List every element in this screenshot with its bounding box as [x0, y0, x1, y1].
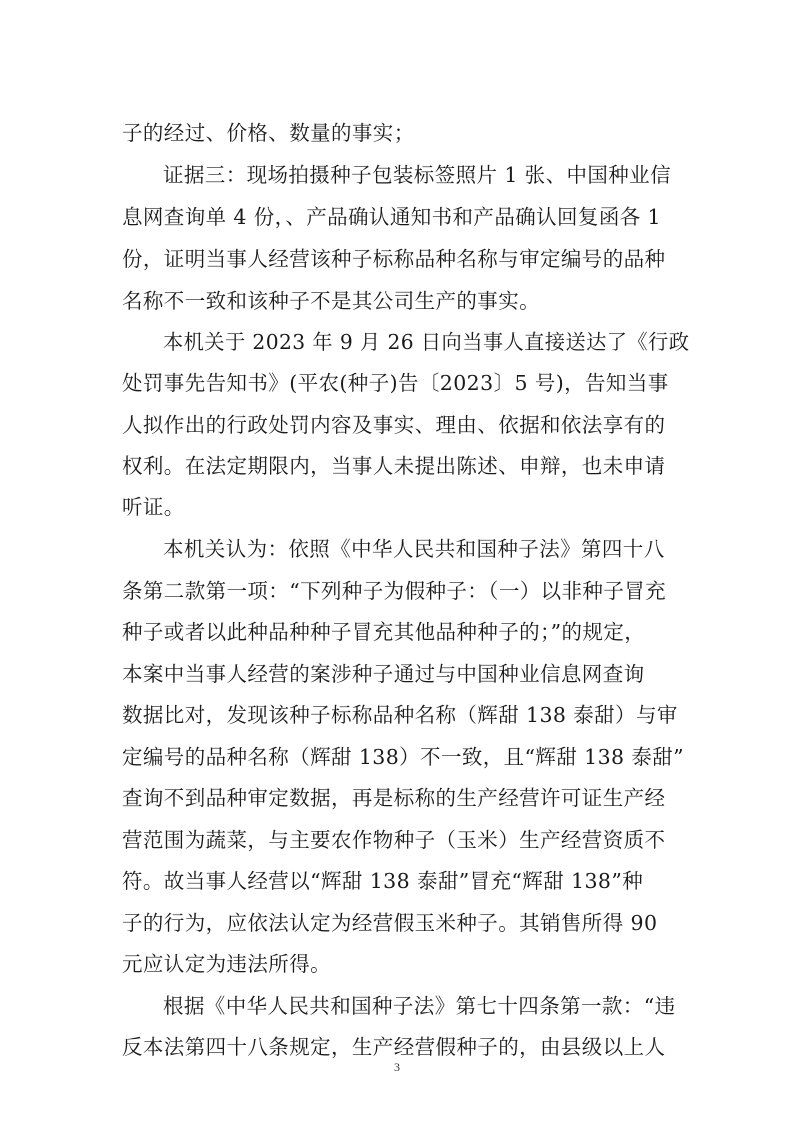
text-line: 查询不到品种审定数据，再是标称的生产经营许可证生产经: [122, 786, 666, 810]
text-line: 本机关认为：依照《中华人民共和国种子法》第四十八: [163, 537, 665, 561]
text-line: 人拟作出的行政处罚内容及事实、理由、依据和依法享有的: [122, 413, 666, 437]
text-line: 本机关于 2023 年 9 月 26 日向当事人直接送达了《行政: [163, 330, 690, 354]
text-line: 定编号的品种名称（辉甜 138）不一致，且“辉甜 138 泰甜”: [122, 745, 685, 769]
text-line: 处罚事先告知书》(平农(种子)告〔2023〕5 号)，告知当事: [122, 371, 669, 395]
text-line: 子的经过、价格、数量的事实；: [122, 121, 415, 145]
text-line: 本案中当事人经营的案涉种子通过与中国种业信息网查询: [122, 662, 645, 686]
text-line: 数据比对，发现该种子标称品种名称（辉甜 138 泰甜）与审: [122, 703, 678, 727]
text-line: 息网查询单 4 份，、产品确认通知书和产品确认回复函各 1: [122, 205, 661, 229]
text-line: 根据《中华人民共和国种子法》第七十四条第一款：“违: [163, 994, 676, 1018]
text-line: 条第二款第一项：“下列种子为假种子：（一）以非种子冒充: [122, 579, 667, 603]
text-line: 权利。在法定期限内，当事人未提出陈述、申辩，也未申请: [122, 454, 666, 478]
text-line: 证据三：现场拍摄种子包装标签照片 1 张、中国种业信: [163, 163, 671, 187]
text-line: 营范围为蔬菜，与主要农作物种子（玉米）生产经营资质不: [122, 828, 666, 852]
text-line: 种子或者以此种品种种子冒充其他品种种子的；”的规定，: [122, 620, 646, 644]
text-line: 子的行为，应依法认定为经营假玉米种子。其销售所得 90: [122, 911, 658, 935]
text-line: 听证。: [122, 495, 185, 519]
text-line: 反本法第四十八条规定，生产经营假种子的，由县级以上人: [122, 1035, 666, 1059]
text-line: 元应认定为违法所得。: [122, 952, 331, 976]
text-line: 名称不一致和该种子不是其公司生产的事实。: [122, 289, 540, 313]
page-number: 3: [394, 1060, 400, 1074]
text-line: 份，证明当事人经营该种子标称品种名称与审定编号的品种: [122, 247, 666, 271]
text-line: 符。故当事人经营以“辉甜 138 泰甜”冒充“辉甜 138”种: [122, 869, 644, 893]
